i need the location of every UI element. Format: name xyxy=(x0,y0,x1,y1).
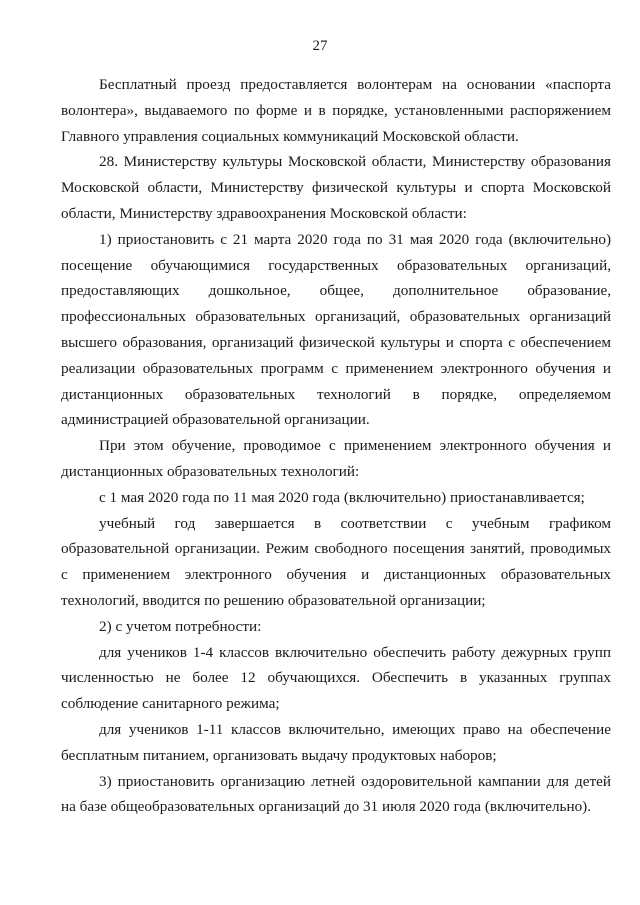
paragraph-subitem-3: 3) приостановить организацию летней оздоровительной кампании для детей на базе общеобразовательных организаций до 31 июля 2020 года (включительно). xyxy=(61,772,611,816)
paragraph-duty-groups: для учеников 1-4 классов включительно обеспечить работу дежурных групп численностью не более 12 обучающихся. Обеспечить в указанных группах соблюдение санитарного режима; xyxy=(61,643,611,713)
paragraph-subitem-2: 2) с учетом потребности: xyxy=(99,617,262,635)
paragraph-volunteer-travel: Бесплатный проезд предоставляется волонтерам на основании «паспорта волонтера», выдаваемого по форме и в порядке, установленными распоряжением Главного управления социальных коммуникаций Московской области. xyxy=(61,76,611,145)
paragraph-subitem-1: 1) приостановить с 21 марта 2020 года по 31 мая 2020 года (включительно) посещение обучающимися государственных образовательных организаций, предоставляющих дошкольное, общее, дополнительное образование, профессиональных образовательных организаций, образовательных организаций высшего образования, организаций физической культуры и спорта с обеспечением реализации образовательных программ с применением электронного обучения и дистанционных образовательных технологий в порядке, определяемом администрацией образовательной организации. xyxy=(61,230,611,429)
page-number: 27 xyxy=(312,38,328,54)
paragraph-item-28: 28. Министерству культуры Московской области, Министерству образования Московской области, Министерству физической культуры и спорта Московской области, Министерству здравоохранения Московской области: xyxy=(61,153,611,222)
paragraph-school-year-end: учебный год завершается в соответствии с учебным графиком образовательной организации. Режим свободного посещения занятий, проводимых с применением электронного обучения и дистанционных образовательных технологий, вводится по решению образовательной организации; xyxy=(61,514,611,609)
paragraph-food-sets: для учеников 1-11 классов включительно, имеющих право на обеспечение бесплатным питанием, организовать выдачу продуктовых наборов; xyxy=(61,720,611,764)
paragraph-suspension-period: с 1 мая 2020 года по 11 мая 2020 года (включительно) приостанавливается; xyxy=(99,488,585,506)
document-body xyxy=(61,72,611,820)
paragraph-remote-learning: При этом обучение, проводимое с применением электронного обучения и дистанционных образовательных технологий: xyxy=(61,437,611,480)
